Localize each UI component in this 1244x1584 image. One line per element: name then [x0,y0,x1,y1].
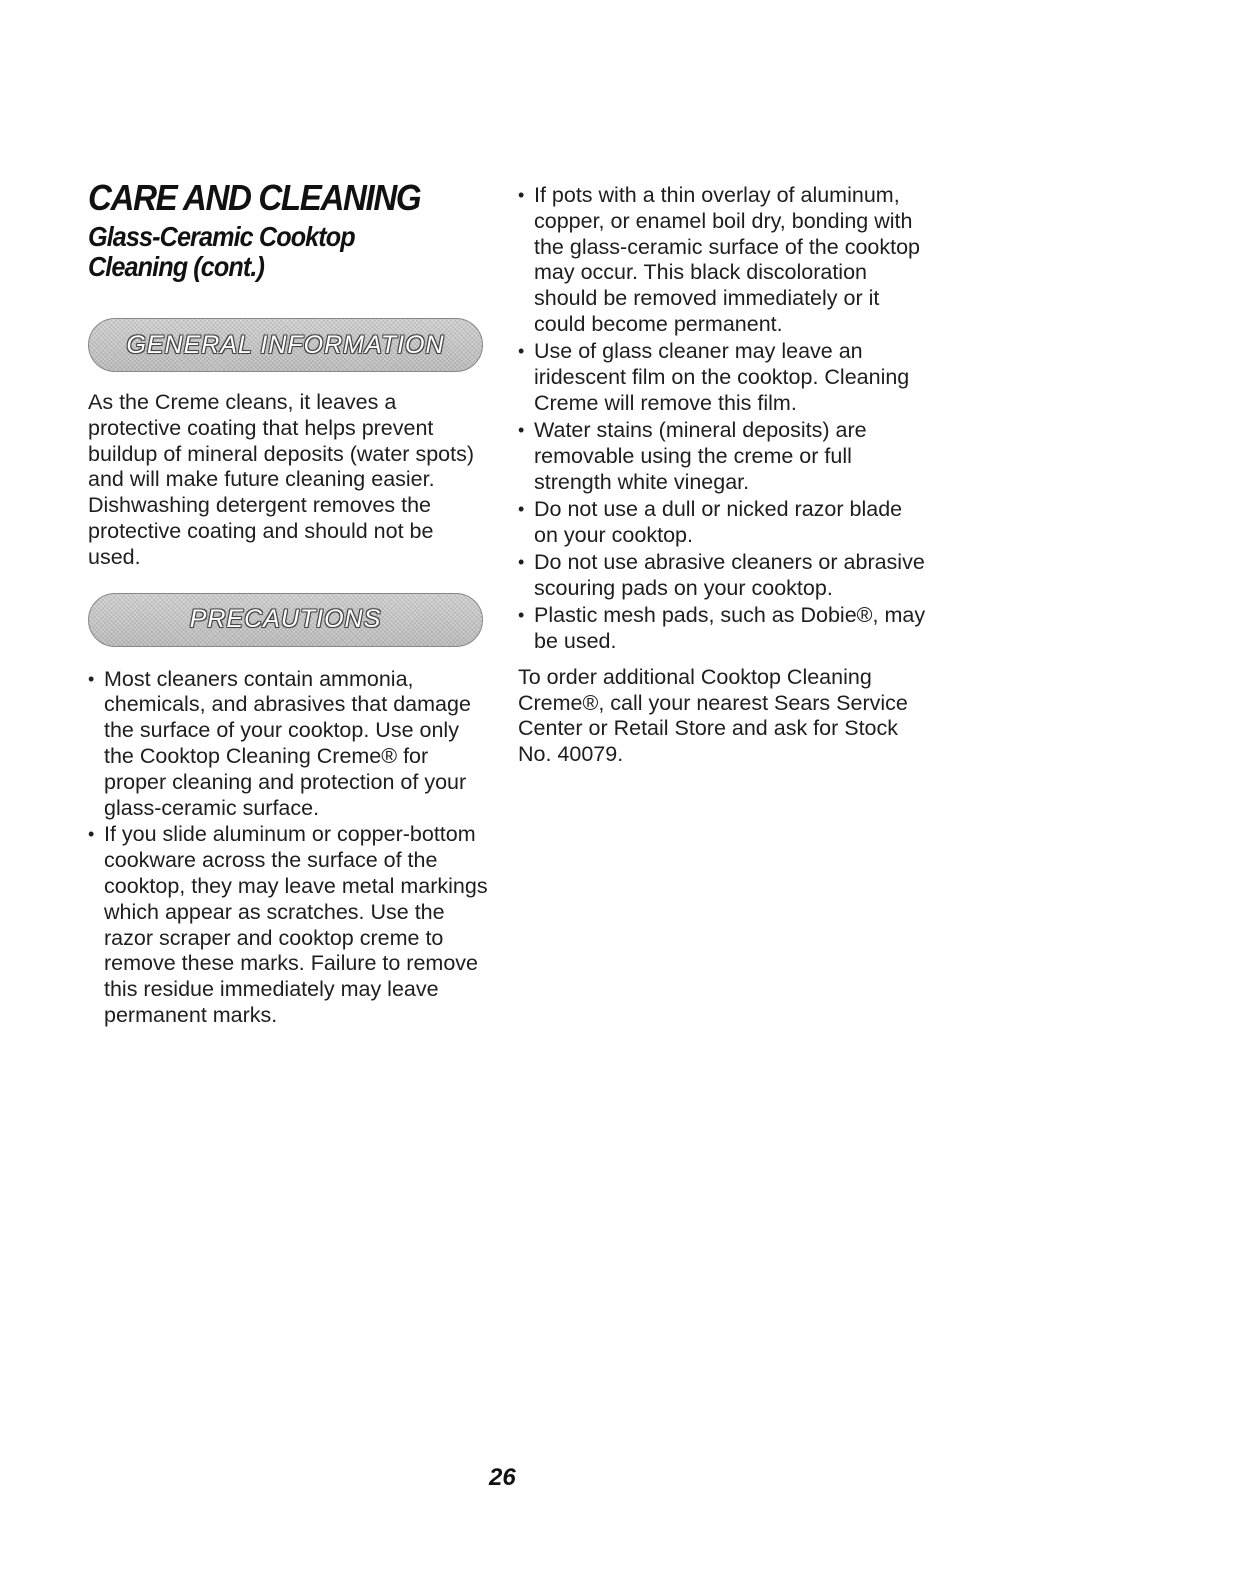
page-title: CARE AND CLEANING [88,177,421,218]
precaution-item: • Use of glass cleaner may leave an iridescent film on the cooktop. Cleaning Creme will remove this film. [518,339,928,416]
general-information-text: As the Creme cleans, it leaves a protective coating that helps prevent buildup of mineral deposits (water spots) and will make future cleaning easier. Dishwashing detergent removes the protective coating and should not be used. [88,390,474,569]
precaution-item: • If pots with a thin overlay of aluminum, copper, or enamel boil dry, bonding with the glass-ceramic surface of the cooktop may occur. This black discoloration should be removed immediately or it could become permanent. [518,183,928,338]
precaution-item: • Plastic mesh pads, such as Dobie®, may be used. [518,603,928,655]
precaution-item: • If you slide aluminum or copper-bottom cookware across the surface of the cooktop, they may leave metal markings which appear as scratches. Use the razor scraper and cooktop creme to remove these marks. Failure to remove this residue immediately may leave permanent marks. [88,822,488,1028]
precaution-item: • Most cleaners contain ammonia, chemicals, and abrasives that damage the surface of your cooktop. Use only the Cooktop Cleaning Creme® for proper cleaning and protection of your glass-ceramic surface. [88,667,488,822]
precaution-item: • Water stains (mineral deposits) are removable using the creme or full strength white vinegar. [518,418,928,495]
right-column [518,183,928,768]
precautions-list-right [518,183,928,655]
precautions-list-left [88,667,488,1029]
precautions-banner [88,593,483,647]
general-information-heading: GENERAL INFORMATION [126,330,445,359]
precaution-item: • Do not use a dull or nicked razor blade on your cooktop. [518,497,928,549]
page-number: 26 [489,1464,516,1491]
left-column [88,178,488,1030]
page-subtitle: Glass-Ceramic Cooktop Cleaning (cont.) [88,221,355,282]
general-information-banner [88,318,483,372]
precaution-item: • Do not use abrasive cleaners or abrasive scouring pads on your cooktop. [518,550,928,602]
precautions-heading: PRECAUTIONS [189,605,382,634]
order-info-text: To order additional Cooktop Cleaning Creme®, call your nearest Sears Service Center or Retail Store and ask for Stock No. 40079. [518,664,908,767]
